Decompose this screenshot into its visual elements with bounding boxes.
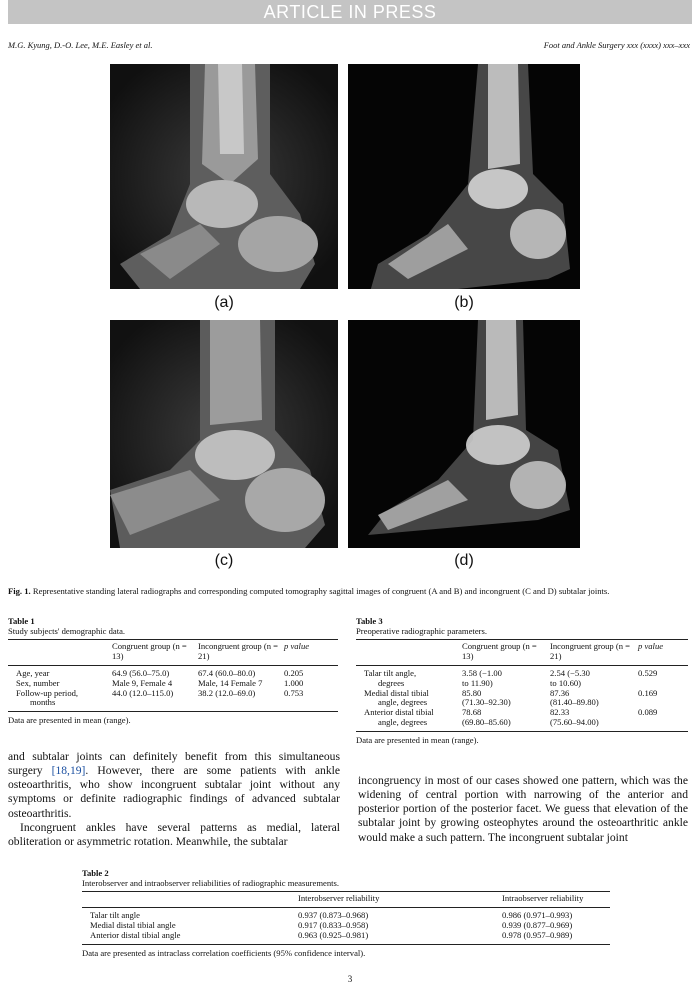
panel-label-d: (d) (454, 552, 474, 569)
table-2-note: Data are presented as intraclass correlation coefficients (95% confidence interval). (82, 947, 366, 958)
table-cell: Anterior distal tibial angle (82, 931, 298, 944)
panel-label-b: (b) (454, 294, 474, 311)
table-header-cell: Congruent group (n = 13) (112, 640, 198, 666)
table-header-cell: Congruent group (n = 13) (462, 640, 550, 666)
table-3 (356, 616, 688, 745)
body-text-right-column (358, 774, 688, 845)
table-cell: 64.9 (56.0–75.0) (112, 667, 170, 678)
table-cell: 0.089 (638, 708, 688, 731)
table-cell: 0.753 (284, 689, 338, 712)
table-header-cell: Incongruent group (n = 21) (550, 640, 638, 666)
table-header-cell (356, 640, 462, 666)
running-header-journal: Foot and Ankle Surgery xxx (xxxx) xxx–xxx (543, 40, 690, 50)
table-cell: 3.58 (−1.00 to 11.90) (462, 667, 502, 688)
table-cell: 67.4 (60.0–80.0) (198, 667, 256, 678)
table-header-cell: Intraobserver reliability (502, 892, 610, 908)
table-row (8, 665, 338, 678)
table-cell: 0.205 (284, 667, 304, 678)
paragraph: incongruency in most of our cases showed one pattern, which was the widening of central portion with narrowing of the anterior and posterior portion of the posterior facet. We guess that elevation of the subtalar joint by growing osteophytes around the osteoarthritic ankle would make a such pattern. The incongruent subtalar joint (358, 774, 688, 844)
table-cell: Anterior distal tibial angle, degrees (356, 708, 462, 731)
table-header-row (8, 640, 338, 666)
table-cell: 0.169 (638, 687, 658, 698)
figure-caption-label: Fig. 1. (8, 586, 31, 596)
table-cell: Medial distal tibial angle (90, 919, 176, 930)
page-number: 3 (347, 974, 353, 984)
figure-caption (8, 586, 692, 596)
table-cell: Talar tilt angle (90, 909, 140, 920)
article-in-press-banner: ARTICLE IN PRESS (8, 0, 692, 24)
table-1 (8, 616, 338, 725)
table-row (356, 708, 688, 731)
table-cell: 38.2 (12.0–69.0) (198, 689, 284, 712)
table-cell: Talar tilt angle, degrees (364, 667, 417, 688)
table-cell: 87.36 (81.40–89.80) (550, 687, 599, 708)
table-header-cell (82, 892, 298, 908)
table-row (8, 689, 338, 712)
table-cell: Male, 14 Female 7 (198, 677, 263, 688)
table-header-cell: p value (284, 640, 338, 666)
table-header-cell: Incongruent group (n = 21) (198, 640, 284, 666)
panel-label-a: (a) (214, 294, 234, 311)
table-header-cell: p value (638, 640, 688, 666)
citation-link[interactable]: [18,19] (51, 764, 86, 778)
table-row (82, 931, 610, 944)
table-cell: 0.937 (0.873–0.968) (298, 909, 369, 920)
table-1-title: Table 1 (8, 616, 35, 626)
table-3-note: Data are presented in mean (range). (356, 735, 479, 745)
ct-sagittal-d-image (348, 320, 580, 548)
table-cell: 0.529 (638, 667, 658, 678)
table-cell: 44.0 (12.0–115.0) (112, 689, 198, 712)
ct-sagittal-b-image (348, 64, 580, 289)
table-1-subtitle: Study subjects' demographic data. (8, 626, 126, 636)
table-header-row (356, 640, 688, 666)
table-2-title: Table 2 (82, 868, 109, 878)
table-cell: Sex, number (16, 677, 60, 688)
table-3-title: Table 3 (356, 616, 383, 626)
radiograph-c-image (110, 320, 338, 548)
paragraph: Incongruent ankles have several patterns as medial, lateral obliteration or asymmetric rotation. Meanwhile, the subtalar (8, 820, 340, 848)
table-row (356, 689, 688, 709)
table-cell: Male 9, Female 4 (112, 677, 173, 688)
table-2 (82, 868, 610, 958)
figure-caption-text: Representative standing lateral radiographs and corresponding computed tomography sagittal images of congruent (A and B) and incongruent (C and D) subtalar joints. (30, 586, 610, 596)
table-header-row (82, 892, 610, 908)
running-header-authors: M.G. Kyung, D.-O. Lee, M.E. Easley et al. (8, 40, 153, 50)
table-cell: 0.917 (0.833–0.958) (298, 919, 369, 930)
table-cell: Age, year (16, 667, 50, 678)
table-cell: 82.33 (75.60–94.00) (550, 708, 638, 731)
radiograph-a-image (110, 64, 338, 289)
table-cell: 0.963 (0.925–0.981) (298, 931, 502, 944)
table-cell: 0.978 (0.957–0.989) (502, 931, 610, 944)
table-1-note: Data are presented in mean (range). (8, 715, 131, 726)
table-cell: Follow-up period, months (8, 689, 112, 712)
table-3-subtitle: Preoperative radiographic parameters. (356, 626, 487, 636)
table-cell: Medial distal tibial angle, degrees (364, 687, 429, 708)
table-cell: 1.000 (284, 677, 304, 688)
table-cell: 0.986 (0.971–0.993) (502, 909, 573, 920)
table-cell: 2.54 (−5.30 to 10.60) (550, 667, 590, 688)
table-cell: 78.68 (69.80–85.60) (462, 708, 550, 731)
paragraph: and subtalar joints can definitely benefit from this simultaneous surgery [18,19]. However, there are some patients with ankle osteoarthritis, who show incongruent subtalar joint without any symptoms or definite radiographic findings of advanced subtalar osteoarthritis. (8, 750, 340, 820)
panel-label-c: (c) (214, 552, 234, 569)
table-2-subtitle: Interobserver and intraobserver reliabilities of radiographic measurements. (82, 878, 339, 888)
table-header-cell: Interobserver reliability (298, 892, 502, 908)
table-cell: 85.80 (71.30–92.30) (462, 687, 511, 708)
table-row (356, 665, 688, 688)
body-text-left-column (8, 750, 340, 849)
table-header-cell (8, 640, 112, 666)
table-row (82, 907, 610, 920)
table-cell: 0.939 (0.877–0.969) (502, 919, 573, 930)
